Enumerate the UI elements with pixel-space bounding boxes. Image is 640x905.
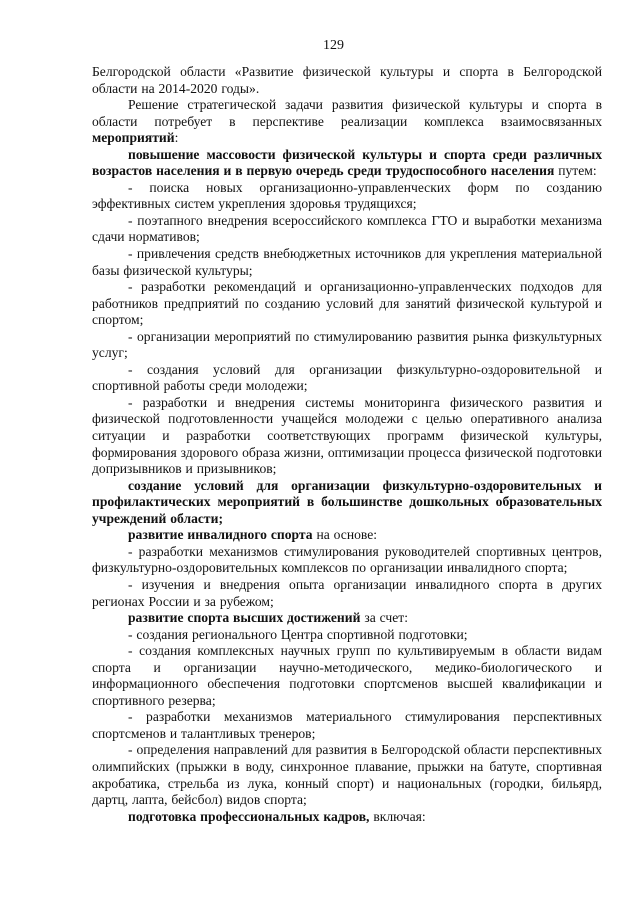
section-heading-paragraph: развитие спорта высших достижений за счет: xyxy=(128,610,408,626)
list-item: - разработки механизмов стимулирования руководителей спортивных центров, физкультурно-оздоровительных комплексов по организации инвалидного спорта; xyxy=(92,543,602,576)
paragraph: Белгородской области «Развитие физической культуры и спорта в Белгородской области на 2014-2020 годы». xyxy=(92,64,602,96)
list-item: - поэтапного внедрения всероссийского комплекса ГТО и выработки механизма сдачи нормативов; xyxy=(92,212,602,245)
list-item: - изучения и внедрения опыта организации инвалидного спорта в других регионах России и за рубежом; xyxy=(92,576,602,609)
list-item: - организации мероприятий по стимулированию развития рынка физкультурных услуг; xyxy=(92,328,602,361)
list-item: - создания условий для организации физкультурно-оздоровительной и спортивной работы среди молодежи; xyxy=(92,361,602,394)
list-item: - поиска новых организационно-управленческих форм по созданию эффективных систем укрепления здоровья трудящихся; xyxy=(92,179,602,212)
list-item: - разработки рекомендаций и организационно-управленческих подходов для работников предприятий по созданию условий для занятий физической культурой и спортом; xyxy=(92,279,602,328)
section-heading-paragraph: повышение массовости физической культуры и спорта среди различных возрастов населения и в первую очередь среди трудоспособного населения путем: xyxy=(92,146,602,179)
paragraph: Решение стратегической задачи развития физической культуры и спорта в области потребует в перспективе реализации комплекса взаимосвязанных мероприятий: xyxy=(92,97,602,146)
list-item: - привлечения средств внебюджетных источников для укрепления материальной базы физической культуры; xyxy=(92,246,602,278)
list-item: - создания регионального Центра спортивной подготовки; xyxy=(128,626,468,642)
list-item: - определения направлений для развития в Белгородской области перспективных олимпийских (прыжки в воду, синхронное плавание, прыжки на батуте, спортивная акробатика, стрельба из лука, конный спорт) и национальных (городки, бильярд, дартц, лапта, бейсбол) видов спорта; xyxy=(92,742,602,808)
list-item: - создания комплексных научных групп по культивируемым в области видам спорта и организации научно-методического, медико-биологического и информационного обеспечения подготовки спортсменов высшей квалификации и спортивного резерва; xyxy=(92,643,602,708)
document-body xyxy=(92,64,602,825)
section-heading-paragraph: создание условий для организации физкультурно-оздоровительных и профилактических мероприятий в большинстве дошкольных образовательных учреждений области; xyxy=(92,477,602,526)
section-heading-paragraph: подготовка профессиональных кадров, включая: xyxy=(128,808,426,824)
section-heading-paragraph: развитие инвалидного спорта на основе: xyxy=(128,527,378,543)
list-item: - разработки и внедрения системы мониторинга физического развития и физической подготовленности учащейся молодежи с целью оперативного анализа ситуации и разработки соответствующих программ физической культуры, формирования здорового образа жизни, оптимизации процесса физической подготовки допризывников и призывников; xyxy=(92,394,602,477)
page-number: 129 xyxy=(323,38,344,53)
list-item: - разработки механизмов материального стимулирования перспективных спортсменов и талантливых тренеров; xyxy=(92,709,602,741)
